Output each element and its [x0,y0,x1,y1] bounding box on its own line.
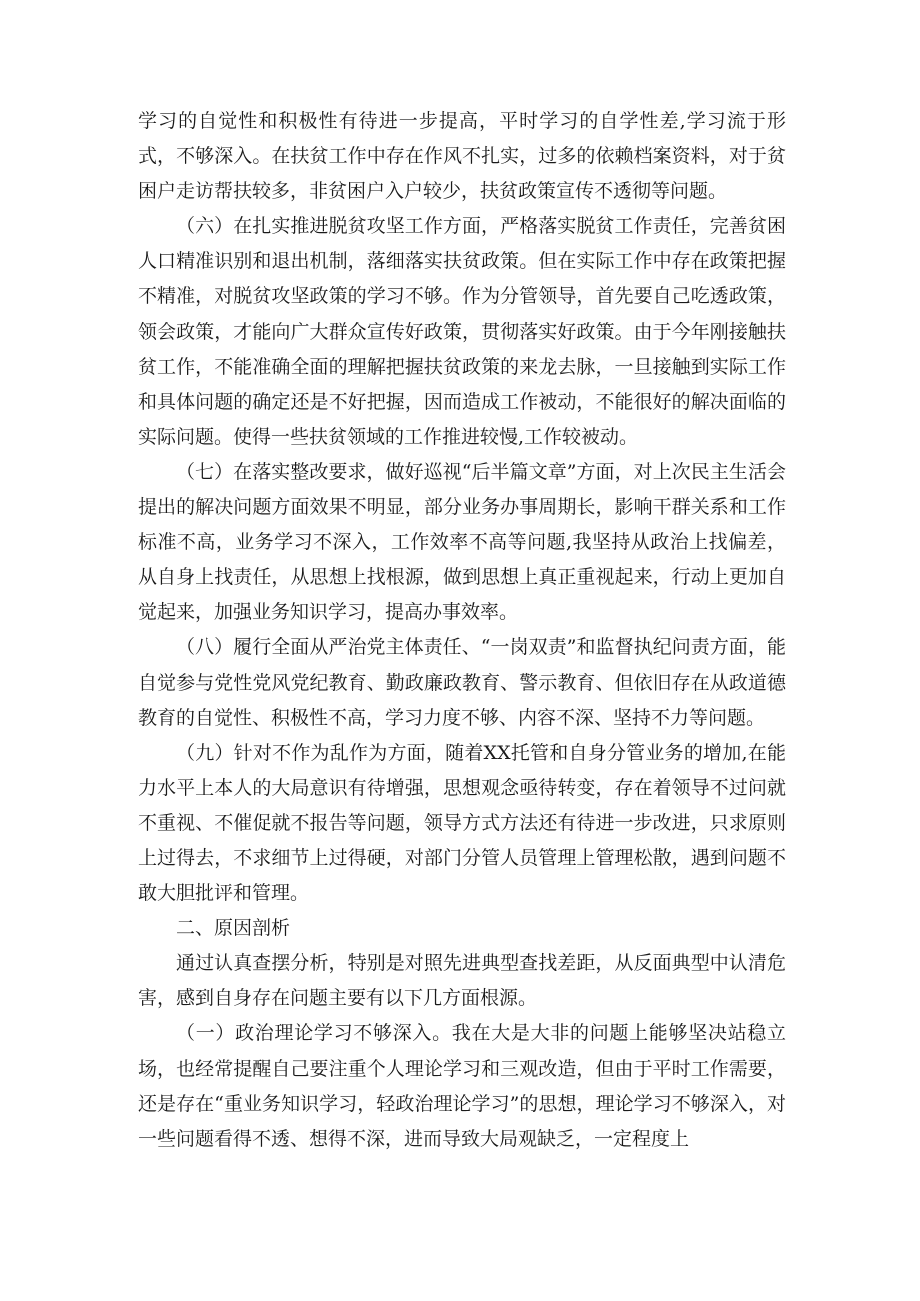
paragraph-cause-1: （一）政治理论学习不够深入。我在大是大非的问题上能够坚决站稳立场，也经常提醒自己要注重个人理论学习和三观改造，但由于平时工作需要，还是存在“重业务知识学习，轻政治理论学习”的思想，理论学习不够深入，对一些问题看得不透、想得不深，进而导致大局观缺乏，一定程度上 [138,1022,786,1150]
paragraph-item-8: （八）履行全面从严治党主体责任、“一岗双责”和监督执纪问责方面，能自觉参与党性党风党纪教育、勤政廉政教育、警示教育、但依旧存在从政道德教育的自觉性、积极性不高，学习力度不够、内容不深、坚持不力等问题。 [138,636,786,729]
paragraph-item-7: （七）在落实整改要求，做好巡视“后半篇文章”方面，对上次民主生活会提出的解决问题方面效果不明显，部分业务办事周期长，影响干群关系和工作标准不高，业务学习不深入，工作效率不高等问题,我坚持从政治上找偏差，从自身上找责任，从思想上找根源，做到思想上真正重视起来，行动上更加自觉起来，加强业务知识学习，提高办事效率。 [138,460,786,624]
document-body [138,104,786,1157]
section-heading-cause-analysis: 二、原因剖析 [176,917,291,940]
paragraph-cause-intro: 通过认真查摆分析，特别是对照先进典型查找差距，从反面典型中认清危害，感到自身存在问题主要有以下几方面根源。 [138,952,786,1010]
paragraph-item-6: （六）在扎实推进脱贫攻坚工作方面，严格落实脱贫工作责任，完善贫困人口精准识别和退出机制，落细落实扶贫政策。但在实际工作中存在政策把握不精准，对脱贫攻坚政策的学习不够。作为分管领导，首先要自己吃透政策，领会政策，才能向广大群众宣传好政策，贯彻落实好政策。由于今年刚接触扶贫工作，不能准确全面的理解把握扶贫政策的来龙去脉，一旦接触到实际工作和具体问题的确定还是不好把握，因而造成工作被动，不能很好的解决面临的实际问题。使得一些扶贫领域的工作推进较慢,工作较被动。 [138,215,786,448]
paragraph-continuation: 学习的自觉性和积极性有待进一步提高，平时学习的自学性差,学习流于形式，不够深入。在扶贫工作中存在作风不扎实，过多的依赖档案资料，对于贫困户走访帮扶较多，非贫困户入户较少，扶贫政策宣传不透彻等问题。 [138,110,786,203]
paragraph-item-9: （九）针对不作为乱作为方面，随着XX托管和自身分管业务的增加,在能力水平上本人的大局意识有待增强，思想观念亟待转变，存在着领导不过问就不重视、不催促就不报告等问题，领导方式方法还有待进一步改进，只求原则上过得去，不求细节上过得硬，对部门分管人员管理上管理松散，遇到问题不敢大胆批评和管理。 [138,741,786,905]
